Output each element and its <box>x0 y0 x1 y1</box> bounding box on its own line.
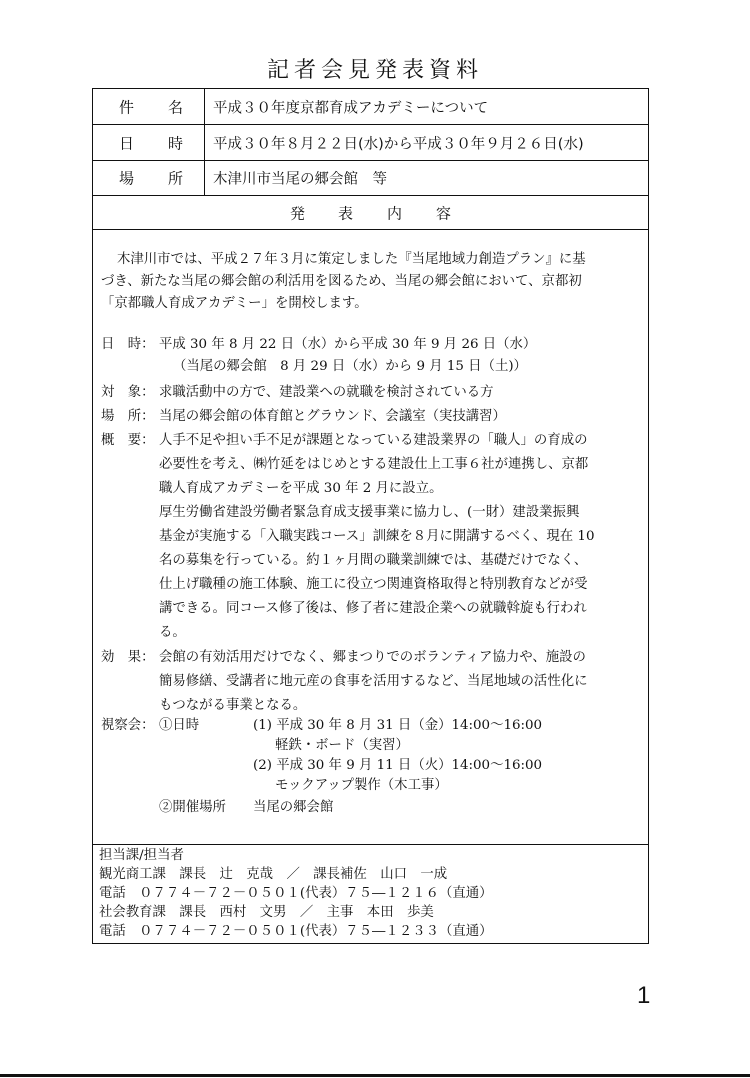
observation-label: 視察会： <box>101 718 155 733</box>
observation-session-2-time: (2) 平成 30 年 9 月 11 日（火）14:00～16:00 <box>253 758 543 773</box>
overview-line: 厚生労働省建設労働者緊急育成支援事業に協力し、(一財）建設業振興 <box>159 505 580 520</box>
contact-line: 電話 ０７７４－７２－０５０１(代表）７５―１２１６（直通） <box>99 886 493 901</box>
overview-label: 概 要： <box>101 433 155 448</box>
datetime-row <box>93 125 648 161</box>
effect-label: 効 果： <box>101 650 155 665</box>
overview-line: 職人育成アカデミーを平成 30 年 2 月に設立。 <box>159 481 443 496</box>
observation-session-2-topic: モックアップ製作（木工事） <box>275 778 448 793</box>
date-label: 日 時： <box>101 337 155 352</box>
contact-line: 社会教育課 課長 西村 文男 ／ 主事 本田 歩美 <box>99 905 434 920</box>
press-release-sheet <box>92 88 649 944</box>
target-label: 対 象： <box>101 385 155 400</box>
target-line: 求職活動中の方で、建設業への就職を検討されている方 <box>159 385 494 400</box>
place-value: 木津川市当尾の郷会館 等 <box>213 171 387 188</box>
datetime-label-char-2: 時 <box>168 134 184 152</box>
effect-line: もつながる事業となる。 <box>159 698 307 713</box>
effect-line: 会館の有効活用だけでなく、郷まつりでのボランティア協力や、施設の <box>159 650 586 665</box>
section-heading-char: 表 <box>338 204 354 222</box>
observation-session-1-topic: 軽鉄・ボード（実習） <box>275 738 409 753</box>
subject-label-char-2: 名 <box>168 98 184 116</box>
overview-line: る。 <box>159 625 186 640</box>
place-label-char-2: 所 <box>168 169 184 188</box>
contact-line: 電話 ０７７４－７２－０５０１(代表）７５―１２３３（直通） <box>99 924 493 939</box>
section-heading-char: 内 <box>387 204 403 222</box>
section-heading <box>93 196 648 230</box>
observation-session-1-time: (1) 平成 30 年 8 月 31 日（金）14:00～16:00 <box>253 718 543 733</box>
subject-value: 平成３０年度京都育成アカデミーについて <box>213 100 489 116</box>
datetime-label-char-1: 日 <box>119 134 135 152</box>
observation-venue-value: 当尾の郷会館 <box>253 800 334 815</box>
overview-line: 必要性を考え、㈱竹延をはじめとする建設仕上工事６社が連携し、京都 <box>159 457 589 472</box>
section-heading-char: 容 <box>436 204 452 222</box>
subject-label <box>93 89 205 124</box>
overview-line: 仕上げ職種の施工体験、施工に役立つ関連資格取得と特別教育などが受 <box>159 577 588 592</box>
venue-label: 場 所： <box>101 409 155 424</box>
intro-line: 木津川市では、平成２７年３月に策定しました『当尾地域力創造プラン』に基 <box>117 252 586 267</box>
effect-line: 簡易修繕、受講者に地元産の食事を活用するなど、当尾地域の活性化に <box>159 674 588 689</box>
observation-venue-label: ②開催場所 <box>159 800 226 815</box>
datetime-value: 平成３０年８月２２日(水)から平成３０年９月２６日(水) <box>213 136 584 152</box>
contact-line: 観光商工課 課長 辻 克哉 ／ 課長補佐 山口 一成 <box>99 867 448 882</box>
date-line: （当尾の郷会館 8 月 29 日（水）から 9 月 15 日（土)） <box>173 359 527 374</box>
date-line: 平成 30 年 8 月 22 日（水）から平成 30 年 9 月 26 日（水） <box>159 337 537 352</box>
overview-line: 基金が実施する「入職実践コース」訓練を８月に開講するべく、現在 10 <box>159 529 595 544</box>
place-row <box>93 161 648 196</box>
intro-line: 「京都職人育成アカデミー」を開校します。 <box>101 296 368 311</box>
page-number: 1 <box>637 982 651 1009</box>
place-label <box>93 161 205 195</box>
subject-label-char-1: 件 <box>119 98 135 116</box>
intro-line: づき、新たな当尾の郷会館の利活用を図るため、当尾の郷会館において、京都初 <box>101 274 582 289</box>
observation-datetime-label: ①日時 <box>159 718 200 733</box>
venue-line: 当尾の郷会館の体育館とグラウンド、会議室（実技講習） <box>159 409 506 424</box>
overview-line: 講できる。同コース修了後は、修了者に建設企業への就職斡旋も行われ <box>159 601 587 616</box>
section-heading-char: 発 <box>290 204 306 222</box>
place-label-char-1: 場 <box>119 169 135 188</box>
subject-row <box>93 89 648 125</box>
overview-line: 名の募集を行っている。約１ヶ月間の職業訓練では、基礎だけでなく、 <box>159 553 588 568</box>
document-title: 記者会見発表資料 <box>266 58 483 83</box>
contact-box <box>93 844 648 943</box>
contact-heading: 担当課/担当者 <box>99 848 184 863</box>
datetime-label <box>93 125 205 160</box>
bottom-rule <box>0 1074 750 1077</box>
overview-line: 人手不足や担い手不足が課題となっている建設業界の「職人」の育成の <box>159 433 588 448</box>
